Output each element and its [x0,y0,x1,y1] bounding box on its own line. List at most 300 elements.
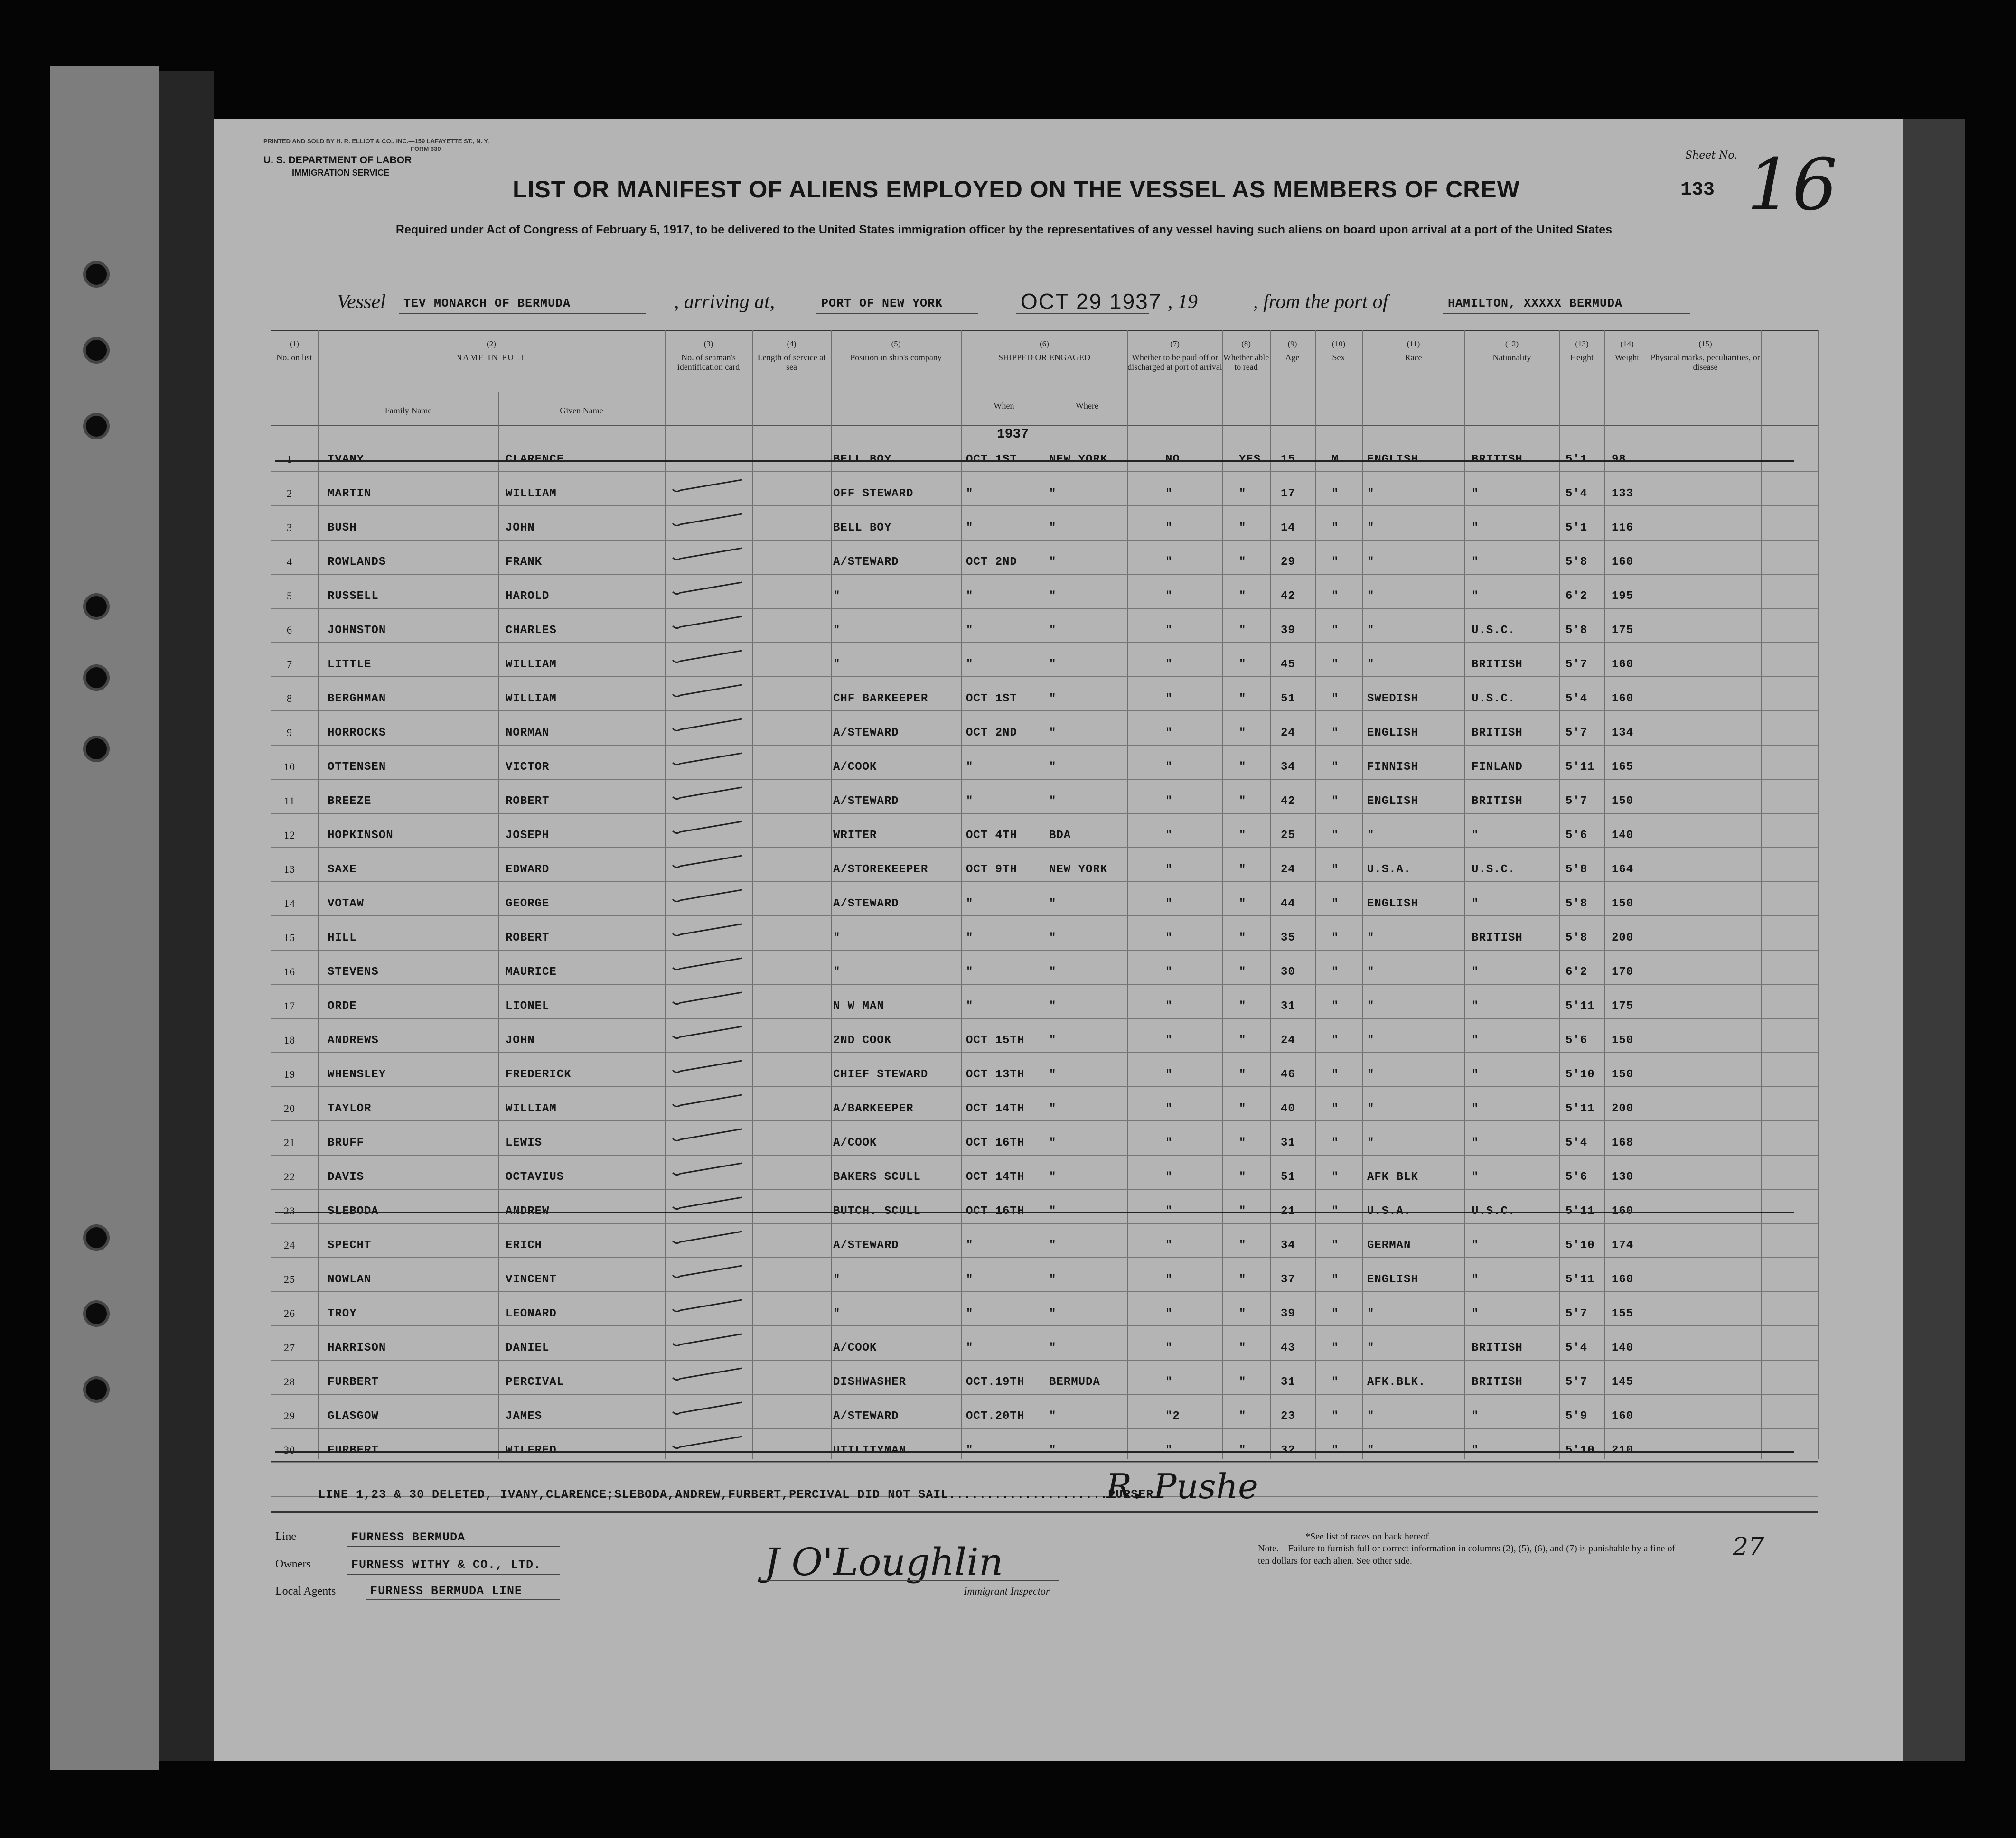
cell-read: " [1239,1273,1247,1286]
cell-position: OFF STEWARD [833,487,914,500]
cell-family: TROY [328,1307,357,1320]
table-row-rule [271,950,1818,951]
cell-weight: 98 [1612,453,1626,466]
departure-port: HAMILTON, XXXXX BERMUDA [1448,297,1623,310]
check-mark-icon [672,718,743,731]
check-mark-icon [672,1060,743,1073]
cell-sex: " [1331,966,1339,979]
cell-given: NORMAN [506,727,550,739]
binder-hole [83,664,110,691]
cell-age: 24 [1281,1034,1295,1047]
check-mark-icon [672,855,743,868]
cell-no: 13 [284,863,295,875]
cell-read: " [1239,1034,1247,1047]
deletion-remark: LINE 1,23 & 30 DELETED, IVANY,CLARENCE;SLEBODA,ANDREW,FURBERT,PERCIVAL DID NOT SAIL.....................PURSER. [318,1488,1162,1502]
cell-nationality: " [1472,522,1479,534]
cell-sex: " [1331,1410,1339,1423]
cell-no: 8 [287,692,292,704]
cell-read: " [1239,1444,1247,1457]
table-row-rule [271,642,1818,643]
check-mark-icon [672,650,743,663]
cell-where: " [1049,522,1057,534]
cell-weight: 168 [1612,1137,1634,1149]
cell-weight: 150 [1612,1068,1634,1081]
cell-family: HOPKINSON [328,829,394,842]
cell-nationality: BRITISH [1472,795,1523,808]
cell-weight: 210 [1612,1444,1634,1457]
cell-given: JOHN [506,522,535,534]
cell-no: 15 [284,932,295,943]
cell-no: 22 [284,1171,295,1183]
cell-where: " [1049,1102,1057,1115]
date-stamp: OCT 29 1937 [1021,289,1162,314]
table-row-rule [271,881,1818,882]
cell-read: " [1239,487,1247,500]
col-header-service: (4) Length of service at sea [757,339,826,372]
cell-read: " [1239,1171,1247,1184]
cell-nationality: " [1472,897,1479,910]
cell-sex: " [1331,1171,1339,1184]
list-number: 133 [1680,179,1715,201]
printer-imprint [263,138,489,153]
footer-divider [271,1511,1818,1513]
cell-age: 15 [1281,453,1295,466]
cell-where: " [1049,1137,1057,1149]
cell-when: " [966,1307,974,1320]
cell-when: " [966,487,974,500]
cell-nationality: " [1472,1000,1479,1013]
table-row-rule [271,1018,1818,1019]
col-header-name: (2) NAME IN FULL [456,339,527,362]
table-column-rule [1315,330,1316,1459]
binder-hole [83,261,110,288]
page-shadow [159,71,214,1761]
table-row-rule [271,1223,1818,1224]
col-header-shipped: (6) SHIPPED OR ENGAGED [998,339,1090,362]
cell-nationality: " [1472,829,1479,842]
vessel-label: Vessel [337,291,386,313]
cell-read: " [1239,932,1247,944]
table-row-rule [271,813,1818,814]
cell-position: " [833,1307,841,1320]
cell-when: " [966,1273,974,1286]
cell-position: A/STEWARD [833,897,899,910]
cell-sex: " [1331,1239,1339,1252]
cell-no: 7 [287,658,292,670]
cell-paid: " [1165,795,1173,808]
cell-age: 31 [1281,1376,1295,1389]
cell-no: 19 [284,1068,295,1080]
cell-where: " [1049,932,1057,944]
binder-hole [83,1376,110,1403]
cell-paid: " [1165,727,1173,739]
arrival-port: PORT OF NEW YORK [821,297,943,310]
table-row-rule [271,676,1818,677]
cell-family: DAVIS [328,1171,365,1184]
cell-where: " [1049,795,1057,808]
col-header-position: (5) Position in ship's company [850,339,942,362]
cell-given: VICTOR [506,761,550,774]
cell-where: " [1049,966,1057,979]
cell-when: OCT 16TH [966,1205,1025,1218]
cell-height: 5'8 [1566,897,1588,910]
cell-paid: " [1165,863,1173,876]
cell-sex: " [1331,590,1339,603]
cell-weight: 164 [1612,863,1634,876]
cell-age: 43 [1281,1342,1295,1354]
races-note: *See list of races on back hereof. [1305,1531,1431,1542]
cell-given: ROBERT [506,932,550,944]
cell-nationality: " [1472,1034,1479,1047]
cell-paid: " [1165,624,1173,637]
cell-race: " [1367,590,1375,603]
cell-no: 10 [284,761,295,773]
cell-family: SPECHT [328,1239,372,1252]
cell-nationality: U.S.C. [1472,863,1516,876]
table-row-rule [271,471,1818,472]
cell-given: JAMES [506,1410,543,1423]
check-mark-icon [672,581,743,595]
cell-given: WILLIAM [506,487,557,500]
table-column-rule [752,330,753,1459]
table-column-rule [665,330,666,1459]
cell-position: A/STEWARD [833,1239,899,1252]
cell-age: 39 [1281,624,1295,637]
cell-race: ENGLISH [1367,1273,1418,1286]
cell-age: 21 [1281,1205,1295,1218]
cell-when: OCT.20TH [966,1410,1025,1423]
cell-no: 26 [284,1307,295,1319]
cell-family: SAXE [328,863,357,876]
cell-race: AFK.BLK. [1367,1376,1426,1389]
owners-value: FURNESS WITHY & CO., LTD. [351,1558,542,1572]
cell-position: A/STEWARD [833,727,899,739]
cell-weight: 175 [1612,624,1634,637]
table-row-rule [271,505,1818,506]
cell-height: 5'4 [1566,1342,1588,1354]
cell-family: OTTENSEN [328,761,386,774]
cell-no: 12 [284,829,295,841]
cell-nationality: " [1472,590,1479,603]
cell-paid: " [1165,1068,1173,1081]
legal-subtitle: Required under Act of Congress of February 5, 1917, to be delivered to the United States immigration officer by the representatives of any vessel having such aliens on board upon arrival at a port of the United States [395,223,1613,236]
cell-sex: M [1331,453,1339,466]
cell-height: 5'4 [1566,692,1588,705]
cell-nationality: BRITISH [1472,727,1523,739]
check-mark-icon [672,923,743,936]
cell-where: NEW YORK [1049,863,1108,876]
cell-position: A/STEWARD [833,556,899,569]
cell-given: VINCENT [506,1273,557,1286]
cell-family: JOHNSTON [328,624,386,637]
line-value: FURNESS BERMUDA [351,1530,466,1544]
cell-weight: 150 [1612,897,1634,910]
cell-race: SWEDISH [1367,692,1418,705]
cell-nationality: " [1472,487,1479,500]
cell-position: A/STEWARD [833,1410,899,1423]
cell-sex: " [1331,1068,1339,1081]
cell-family: MARTIN [328,487,372,500]
cell-read: " [1239,522,1247,534]
col-header-nationality: (12) Nationality [1492,339,1531,362]
cell-race: U.S.A. [1367,863,1411,876]
cell-read: " [1239,1102,1247,1115]
table-row-rule [271,847,1818,848]
cell-given: JOHN [506,1034,535,1047]
cell-no: 3 [287,522,292,533]
cell-when: OCT 14TH [966,1171,1025,1184]
check-mark-icon [672,513,743,526]
cell-when: " [966,966,974,979]
binder-hole [83,1300,110,1327]
cell-height: 5'10 [1566,1444,1595,1457]
penalty-note: Note.—Failure to furnish full or correct information in columns (2), (5), (6), and (7) is punishable by a fine of ten dollars for each alien. See other side. [1258,1543,1676,1566]
cell-position: UTILITYMAN [833,1444,907,1457]
cell-weight: 150 [1612,1034,1634,1047]
table-row-rule [271,1257,1818,1258]
cell-when: " [966,932,974,944]
cell-sex: " [1331,556,1339,569]
cell-height: 5'11 [1566,1102,1595,1115]
cell-given: LIONEL [506,1000,550,1013]
cell-family: RUSSELL [328,590,379,603]
cell-where: " [1049,727,1057,739]
cell-no: 24 [284,1239,295,1251]
cell-height: 5'1 [1566,453,1588,466]
cell-given: MAURICE [506,966,557,979]
cell-position: N W MAN [833,1000,884,1013]
cell-paid: " [1165,1342,1173,1354]
cell-paid: "2 [1165,1410,1180,1423]
agents-label: Local Agents [275,1585,336,1597]
col-header-paid-off: (7) Whether to be paid off or discharged at port of arrival [1127,339,1222,372]
cell-when: " [966,761,974,774]
cell-sex: " [1331,1342,1339,1354]
cell-sex: " [1331,1102,1339,1115]
cell-given: WILLIAM [506,658,557,671]
cell-nationality: U.S.C. [1472,1205,1516,1218]
cell-read: " [1239,795,1247,808]
cell-nationality: " [1472,1307,1479,1320]
table-row-rule [271,1052,1818,1053]
cell-sex: " [1331,692,1339,705]
cell-race: FINNISH [1367,761,1418,774]
cell-paid: " [1165,829,1173,842]
cell-sex: " [1331,932,1339,944]
cell-age: 30 [1281,966,1295,979]
cell-height: 5'10 [1566,1239,1595,1252]
cell-height: 5'7 [1566,1307,1588,1320]
cell-paid: " [1165,966,1173,979]
cell-given: ROBERT [506,795,550,808]
cell-height: 5'11 [1566,1273,1595,1286]
table-row-rule [271,779,1818,780]
year-header: 1937 [997,427,1029,442]
cell-race: " [1367,624,1375,637]
sheet-label: Sheet No. [1685,149,1738,161]
cell-when: " [966,1444,974,1457]
cell-paid: NO [1165,453,1180,466]
cell-sex: " [1331,1137,1339,1149]
cell-position: BELL BOY [833,522,892,534]
cell-when: OCT 1ST [966,692,1017,705]
cell-position: " [833,624,841,637]
cell-family: GLASGOW [328,1410,379,1423]
year-label: , 19 [1168,291,1198,313]
col-header-id-card: (3) No. of seaman's identification card [677,339,740,372]
table-column-rule [1222,330,1223,1459]
cell-weight: 134 [1612,727,1634,739]
check-mark-icon [672,479,743,492]
cell-sex: " [1331,897,1339,910]
cell-paid: " [1165,897,1173,910]
cell-weight: 155 [1612,1307,1634,1320]
cell-position: A/STEWARD [833,795,899,808]
cell-position: DISHWASHER [833,1376,907,1389]
cell-when: OCT 15TH [966,1034,1025,1047]
check-mark-icon [672,991,743,1005]
cell-height: 5'8 [1566,863,1588,876]
check-mark-icon [672,1333,743,1346]
cell-height: 5'10 [1566,1068,1595,1081]
cell-given: EDWARD [506,863,550,876]
table-row-rule [271,574,1818,575]
cell-weight: 160 [1612,556,1634,569]
cell-when: OCT 9TH [966,863,1017,876]
table-column-rule [831,330,832,1459]
table-column-rule [1127,330,1128,1459]
cell-height: 5'7 [1566,1376,1588,1389]
cell-when: " [966,1000,974,1013]
cell-race: " [1367,966,1375,979]
cell-read: " [1239,897,1247,910]
cell-given: HAROLD [506,590,550,603]
cell-race: ENGLISH [1367,795,1418,808]
check-mark-icon [672,1128,743,1141]
vessel-name: TEV MONARCH OF BERMUDA [403,297,571,310]
cell-weight: 195 [1612,590,1634,603]
form-number: FORM 630 [411,145,441,152]
table-row-rule [271,1462,1818,1463]
cell-no: 23 [284,1205,295,1217]
cell-nationality: U.S.C. [1472,692,1516,705]
cell-race: " [1367,658,1375,671]
cell-read: " [1239,1068,1247,1081]
cell-weight: 116 [1612,522,1634,534]
from-port-label: , from the port of [1253,291,1388,313]
cell-age: 31 [1281,1000,1295,1013]
col-header-sex: (10) Sex [1331,339,1346,362]
cell-race: U.S.A. [1367,1205,1411,1218]
cell-nationality: " [1472,1102,1479,1115]
cell-read: " [1239,556,1247,569]
cell-sex: " [1331,727,1339,739]
check-mark-icon [672,1094,743,1107]
cell-where: " [1049,692,1057,705]
cell-race: " [1367,1034,1375,1047]
cell-position: " [833,590,841,603]
cell-no: 2 [287,487,292,499]
cell-nationality: " [1472,556,1479,569]
check-mark-icon [672,616,743,629]
cell-family: HILL [328,932,357,944]
cell-height: 5'8 [1566,624,1588,637]
cell-where: " [1049,1000,1057,1013]
manifest-sheet [214,119,1903,1761]
table-row-rule [271,1360,1818,1361]
cell-where: " [1049,624,1057,637]
check-mark-icon [672,786,743,800]
check-mark-icon [672,1367,743,1381]
cell-read: " [1239,1239,1247,1252]
cell-read: " [1239,1307,1247,1320]
cell-position: " [833,966,841,979]
cell-weight: 160 [1612,1273,1634,1286]
cell-no: 27 [284,1342,295,1353]
cell-age: 17 [1281,487,1295,500]
cell-read: " [1239,590,1247,603]
cell-race: " [1367,1000,1375,1013]
cell-paid: " [1165,1273,1173,1286]
cell-given: PERCIVAL [506,1376,564,1389]
cell-given: FREDERICK [506,1068,572,1081]
col-header-when: When [994,401,1014,411]
cell-nationality: " [1472,1444,1479,1457]
cell-family: FURBERT [328,1376,379,1389]
cell-when: OCT 14TH [966,1102,1025,1115]
table-row-rule [271,710,1818,711]
cell-height: 5'1 [1566,522,1588,534]
cell-race: ENGLISH [1367,897,1418,910]
cell-no: 5 [287,590,292,602]
cell-weight: 145 [1612,1376,1634,1389]
cell-given: DANIEL [506,1342,550,1354]
cell-no: 16 [284,966,295,978]
cell-sex: " [1331,487,1339,500]
cell-family: HORROCKS [328,727,386,739]
cell-no: 4 [287,556,292,568]
department-name: U. S. DEPARTMENT OF LABOR [263,155,412,166]
cell-sex: " [1331,1307,1339,1320]
cell-weight: 150 [1612,795,1634,808]
cell-height: 6'2 [1566,966,1588,979]
cell-height: 5'9 [1566,1410,1588,1423]
cell-paid: " [1165,658,1173,671]
col-header-weight: (14) Weight [1614,339,1640,362]
cell-race: " [1367,829,1375,842]
cell-height: 5'4 [1566,1137,1588,1149]
cell-read: " [1239,966,1247,979]
cell-paid: " [1165,692,1173,705]
cell-race: " [1367,932,1375,944]
cell-age: 34 [1281,1239,1295,1252]
cell-paid: " [1165,1239,1173,1252]
cell-family: NOWLAN [328,1273,372,1286]
cell-sex: " [1331,658,1339,671]
line-label: Line [275,1530,296,1543]
cell-given: GEORGE [506,897,550,910]
table-column-rule [1818,330,1819,1459]
cell-sex: " [1331,1034,1339,1047]
cell-family: LITTLE [328,658,372,671]
cell-weight: 175 [1612,1000,1634,1013]
table-row-rule [271,1428,1818,1429]
cell-where: " [1049,1273,1057,1286]
cell-given: WILFRED [506,1444,557,1457]
cell-read: " [1239,829,1247,842]
check-mark-icon [672,957,743,970]
cell-where: BDA [1049,829,1071,842]
